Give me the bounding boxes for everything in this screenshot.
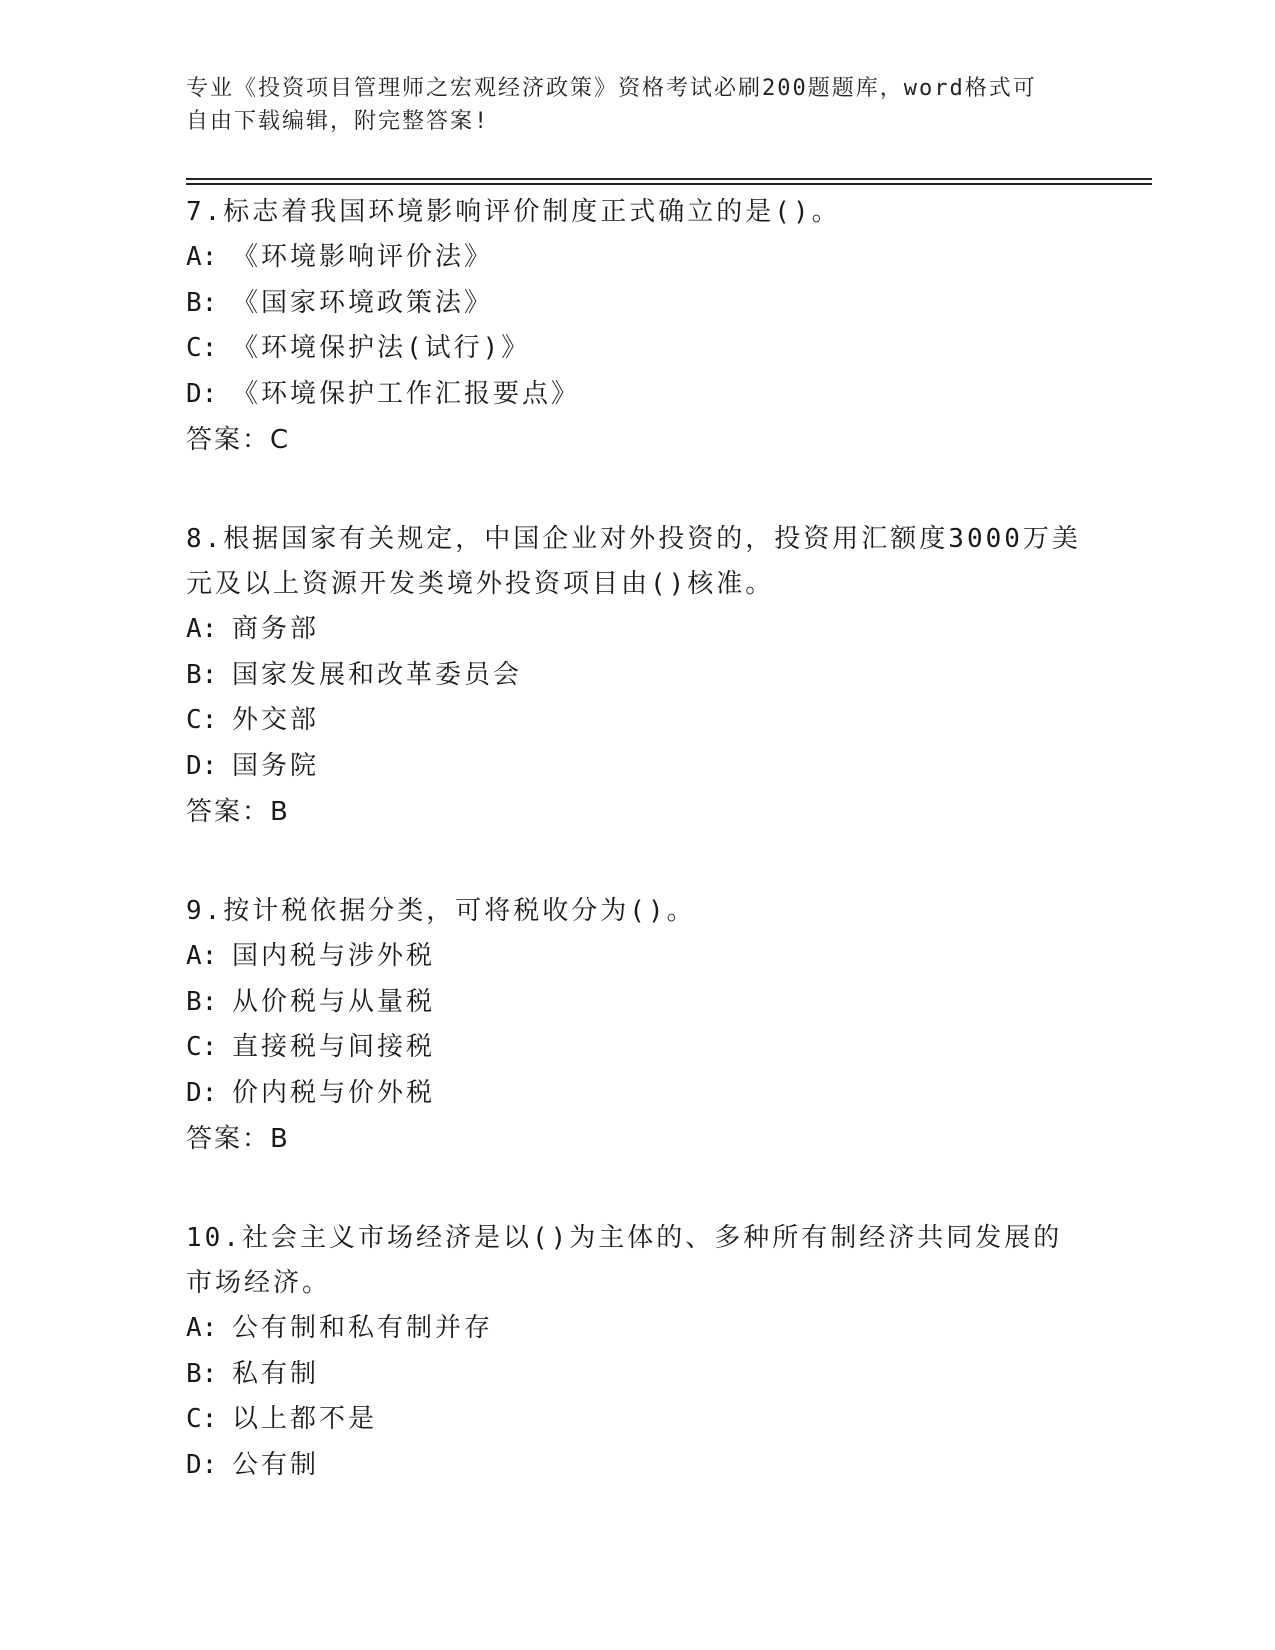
option-letter: D: — [186, 1077, 218, 1108]
option-letter: A: — [186, 614, 218, 644]
option-d — [186, 744, 1086, 790]
question-8 — [186, 517, 1086, 835]
header-divider-bottom — [186, 183, 1152, 185]
option-c — [186, 698, 1086, 744]
question-text: 10.社会主义市场经济是以()为主体的、多种所有制经济共同发展的市场经济。 — [186, 1223, 1063, 1298]
question-text: 8.根据国家有关规定，中国企业对外投资的，投资用汇额度3000万美元及以上资源开发类境外投资项目由()核准。 — [186, 524, 1081, 599]
header-divider-top — [186, 178, 1152, 180]
option-text: 外交部 — [232, 705, 320, 735]
answer-line: 答案：B — [186, 1124, 290, 1154]
option-letter: C: — [186, 1032, 218, 1062]
option-a — [186, 1306, 1086, 1352]
option-letter: C: — [186, 705, 218, 735]
option-d — [186, 1443, 1086, 1489]
option-text: 《环境保护工作汇报要点》 — [232, 378, 581, 409]
option-text: 《环境保护法(试行)》 — [232, 333, 531, 363]
option-b — [186, 653, 1086, 699]
option-letter: A: — [186, 242, 218, 272]
option-text: 以上都不是 — [232, 1404, 378, 1434]
option-a — [186, 607, 1086, 653]
option-letter: C: — [186, 333, 218, 363]
option-c — [186, 326, 1086, 372]
option-text: 国家发展和改革委员会 — [232, 659, 523, 690]
question-7 — [186, 190, 1086, 463]
option-text: 《环境影响评价法》 — [232, 242, 494, 272]
answer-line: 答案：B — [186, 797, 290, 827]
option-c — [186, 1025, 1086, 1071]
option-text: 直接税与间接税 — [232, 1032, 436, 1062]
option-text: 国务院 — [232, 750, 320, 781]
question-text: 9.按计税依据分类，可将税收分为()。 — [186, 896, 696, 926]
option-b — [186, 1352, 1086, 1398]
option-letter: D: — [186, 1449, 218, 1480]
question-9 — [186, 889, 1086, 1162]
option-d — [186, 1071, 1086, 1117]
option-letter: A: — [186, 1313, 218, 1343]
option-letter: B: — [186, 986, 218, 1017]
option-text: 公有制和私有制并存 — [232, 1313, 494, 1343]
option-b — [186, 980, 1086, 1026]
document-header — [186, 72, 1066, 138]
option-a — [186, 934, 1086, 980]
option-text: 《国家环境政策法》 — [232, 287, 494, 318]
question-list — [186, 190, 1086, 1542]
option-letter: D: — [186, 750, 218, 781]
option-letter: A: — [186, 941, 218, 971]
option-text: 国内税与涉外税 — [232, 941, 436, 971]
option-b — [186, 281, 1086, 327]
option-text: 私有制 — [232, 1358, 320, 1389]
header-line-2: 自由下载编辑，附完整答案! — [186, 109, 490, 134]
answer-line: 答案：C — [186, 425, 291, 455]
option-text: 从价税与从量税 — [232, 986, 436, 1017]
question-text: 7.标志着我国环境影响评价制度正式确立的是()。 — [186, 197, 841, 227]
option-letter: C: — [186, 1404, 218, 1434]
option-text: 商务部 — [232, 614, 320, 644]
option-letter: D: — [186, 378, 218, 409]
option-letter: B: — [186, 1358, 218, 1389]
question-10 — [186, 1216, 1086, 1488]
option-text: 价内税与价外税 — [232, 1077, 436, 1108]
option-d — [186, 372, 1086, 418]
option-letter: B: — [186, 287, 218, 318]
option-a — [186, 235, 1086, 281]
option-text: 公有制 — [232, 1449, 320, 1480]
header-line-1: 专业《投资项目管理师之宏观经济政策》资格考试必刷200题题库，word格式可 — [186, 76, 1037, 101]
option-letter: B: — [186, 659, 218, 690]
option-c — [186, 1397, 1086, 1443]
